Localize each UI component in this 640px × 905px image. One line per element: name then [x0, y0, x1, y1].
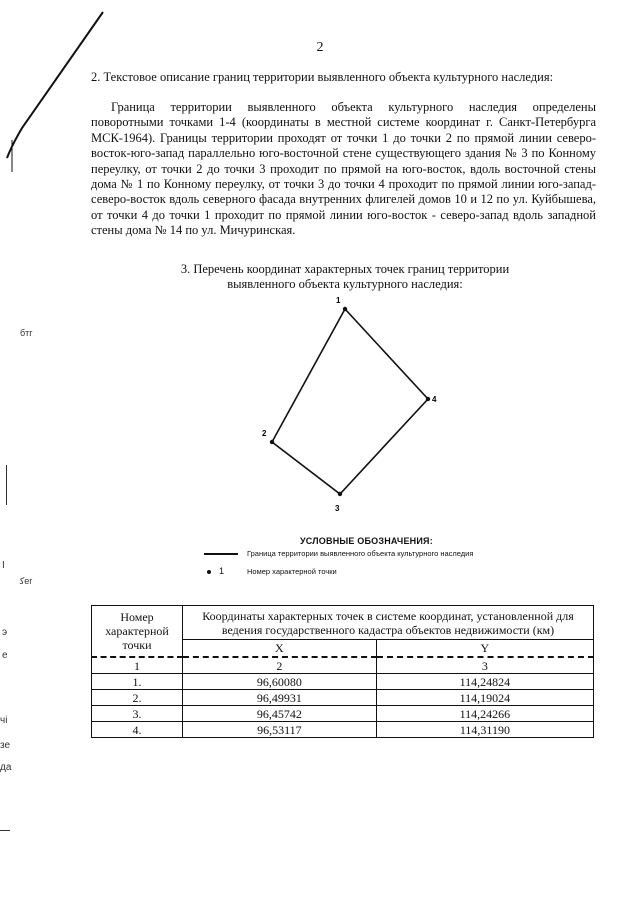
y-cell: 114,19024	[376, 690, 593, 706]
page-number: 2	[316, 40, 324, 55]
point-2-label: 2	[262, 429, 267, 438]
point-number-cell: 3.	[92, 706, 183, 722]
point-4-label: 4	[432, 395, 437, 404]
section-3-heading-line1: 3. Перечень координат характерных точек границ территории	[180, 262, 510, 276]
margin-line	[6, 465, 7, 505]
coordinates-table	[91, 605, 594, 738]
boundary-description: Граница территории выявленного объекта культурного наследия определены поворотными точками 1-4 (координаты в местной системе координат г. Санкт-Петербурга МСК-1964). Границы территории проходят от точки 1 до точки 2 по прямой линии северо-восток-юго-запад параллельно юго-восточной стене существующего здания № 3 по Конному переулку, от точки 2 до точки 3 проходит по прямой на юго-восток, вдоль восточной стены дома № 1 по Конному переулку, от точки 3 до точки 4 проходит по прямой линии юго-запад-северо-восток вдоль северного фасада внутренних флигелей домов 10 и 12 по ул. Куйбышева, от точки 4 до точки 1 проходит по прямой линии юго-восток - северо-запад вдоль западной стены дома № 14 по ул. Мичуринская.	[91, 100, 596, 238]
margin-mark: зе	[0, 740, 11, 751]
x-cell: 96,49931	[183, 690, 377, 706]
margin-line	[0, 830, 10, 831]
section-2-heading: 2. Текстовое описание границ территории выявленного объекта культурного наследия:	[91, 70, 554, 84]
margin-mark: да	[0, 762, 12, 773]
margin-mark: е	[2, 650, 8, 661]
header-coordinates: Координаты характерных точек в системе координат, установленной для ведения государственного кадастра объектов недвижимости (км)	[183, 606, 594, 640]
table-index-row	[92, 657, 594, 674]
margin-mark: э	[2, 627, 8, 638]
y-cell: 114,24824	[376, 674, 593, 690]
x-cell: 96,53117	[183, 722, 377, 738]
legend-line-text: Граница территории выявленного объекта культурного наследия	[247, 549, 474, 558]
table-row	[92, 722, 594, 738]
header-y: Y	[376, 640, 593, 657]
point-1-label: 1	[336, 296, 341, 305]
point-number-cell: 1.	[92, 674, 183, 690]
index-cell: 1	[92, 657, 183, 674]
legend-line-sample	[204, 553, 238, 555]
margin-mark: ﮐer	[20, 576, 33, 586]
margin-mark: I	[2, 560, 5, 571]
point-2-marker	[270, 440, 274, 444]
section-3-heading	[150, 262, 540, 292]
table-header-row	[92, 606, 594, 640]
point-3-label: 3	[335, 504, 340, 513]
x-cell: 96,45742	[183, 706, 377, 722]
legend-title: УСЛОВНЫЕ ОБОЗНАЧЕНИЯ:	[300, 536, 433, 546]
point-1-marker	[343, 307, 347, 311]
index-cell: 2	[183, 657, 377, 674]
legend-point-text: Номер характерной точки	[247, 567, 337, 576]
legend-point-dot	[207, 570, 211, 574]
section-3-heading-line2: выявленного объекта культурного наследия:	[227, 277, 463, 291]
index-cell: 3	[376, 657, 593, 674]
header-x: X	[183, 640, 377, 657]
legend-point-symbol: 1	[219, 566, 225, 576]
boundary-polygon	[272, 309, 428, 494]
y-cell: 114,24266	[376, 706, 593, 722]
point-3-marker	[338, 492, 342, 496]
table-row	[92, 706, 594, 722]
y-cell: 114,31190	[376, 722, 593, 738]
point-number-cell: 4.	[92, 722, 183, 738]
point-number-cell: 2.	[92, 690, 183, 706]
point-4-marker	[426, 397, 430, 401]
header-point-number: Номер характерной точки	[92, 606, 183, 658]
table-row	[92, 690, 594, 706]
margin-mark: бтг	[20, 328, 33, 338]
boundary-diagram	[250, 292, 460, 522]
table-row	[92, 674, 594, 690]
x-cell: 96,60080	[183, 674, 377, 690]
margin-mark: чі	[0, 715, 8, 726]
